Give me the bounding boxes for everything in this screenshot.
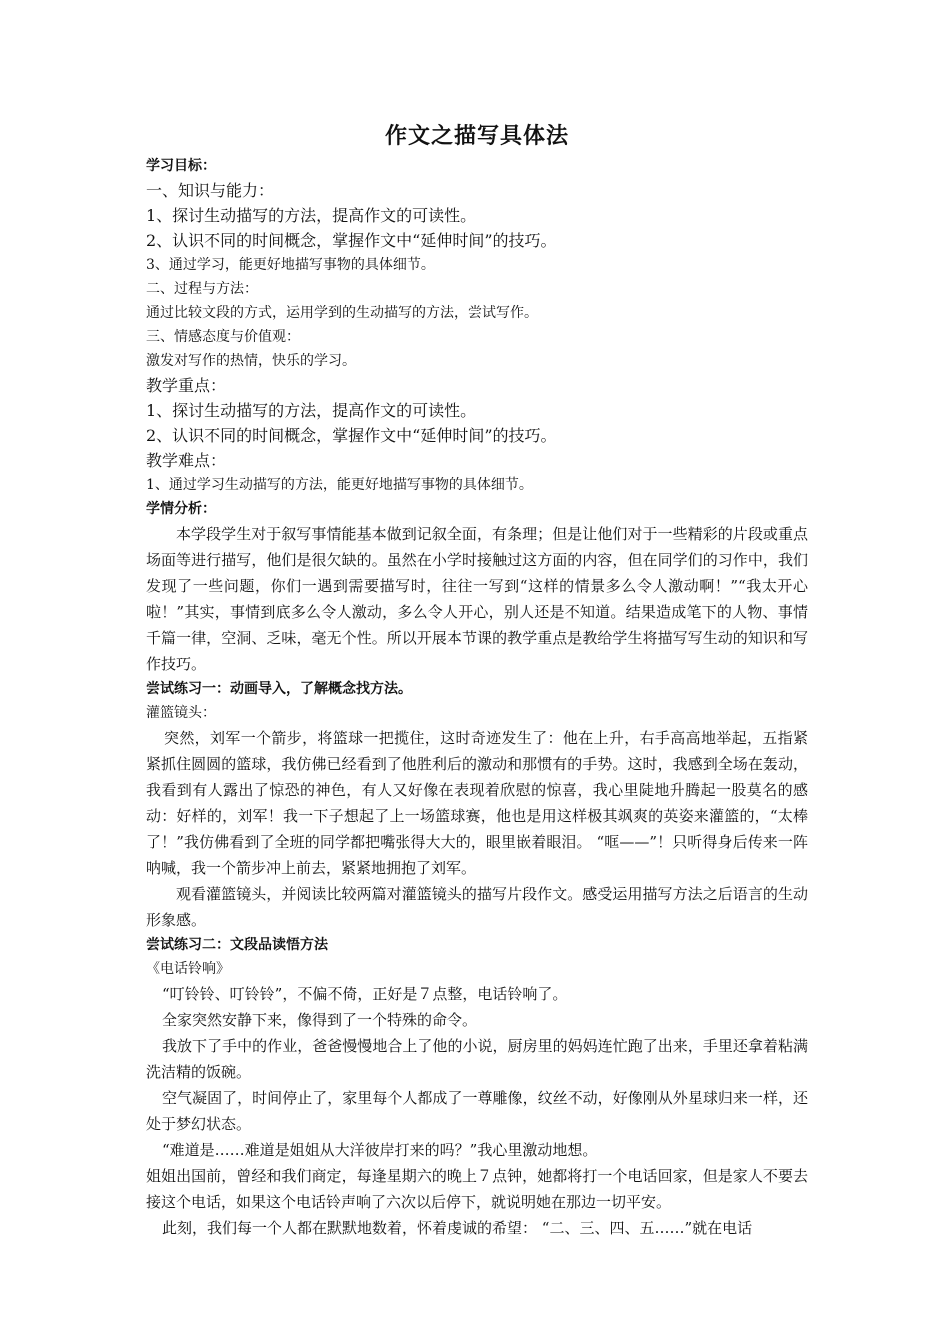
goals-section-3-text: 激发对写作的热情，快乐的学习。 bbox=[146, 353, 356, 369]
exercise1-sub: 灌篮镜头： bbox=[146, 705, 216, 721]
page-title: 作文之描写具体法 bbox=[384, 124, 569, 149]
exercise2-para-3: 我放下了手中的作业，爸爸慢慢地合上了他的小说，厨房里的妈妈连忙跑了出来，手里还拿着粘满洗洁精的饭碗。 bbox=[146, 1037, 808, 1081]
difficulty-1: 1、通过学习生动描写的方法，能更好地描写事物的具体细节。 bbox=[146, 477, 533, 493]
goals-heading: 学习目标： bbox=[146, 158, 216, 174]
goals-section-2-text: 通过比较文段的方式，运用学到的生动描写的方法，尝试写作。 bbox=[146, 305, 538, 321]
analysis-heading: 学情分析： bbox=[146, 501, 216, 517]
goals-section-3: 三、情感态度与价值观： bbox=[146, 329, 300, 345]
goals-item-1: 1、探讨生动描写的方法，提高作文的可读性。 bbox=[146, 206, 477, 225]
exercise2-para-5: “难道是……难道是姐姐从大洋彼岸打来的吗？”我心里激动地想。 bbox=[162, 1141, 598, 1159]
document-page bbox=[146, 122, 808, 1241]
exercise2-para-2: 全家突然安静下来，像得到了一个特殊的命令。 bbox=[162, 1011, 478, 1029]
exercise2-para-7: 此刻，我们每一个人都在默默地数着，怀着虔诚的希望： “二、三、四、五……”就在电话 bbox=[162, 1219, 753, 1237]
difficulties-heading: 教学难点： bbox=[146, 451, 227, 470]
exercise2-para-4: 空气凝固了，时间停止了，家里每个人都成了一尊雕像，纹丝不动，好像刚从外星球归来一样，还处于梦幻状态。 bbox=[146, 1089, 808, 1133]
exercise2-para-1: “叮铃铃、叮铃铃”，不偏不倚，正好是７点整，电话铃响了。 bbox=[162, 985, 568, 1003]
exercise2-sub: 《电话铃响》 bbox=[146, 961, 230, 977]
key-point-2: 2、认识不同的时间概念，掌握作文中“延伸时间”的技巧。 bbox=[146, 426, 557, 445]
goals-item-3: 3、通过学习，能更好地描写事物的具体细节。 bbox=[146, 257, 435, 273]
key-points-heading: 教学重点： bbox=[146, 376, 227, 395]
goals-section-1: 一、知识与能力： bbox=[146, 181, 275, 200]
exercise1-passage: 突然，刘军一个箭步，将篮球一把揽住，这时奇迹发生了：他在上升，右手高高地举起，五指紧紧抓住圆圆的篮球，我仿佛已经看到了他胜利后的激动和那惯有的手势。这时，我感到全场在轰动，我看到有人露出了惊恐的神色，有人又好像在表现着欣慰的惊喜，我心里陡地升腾起一股莫名的感动：好样的，刘军！我一下子想起了上一场篮球赛，他也是用这样极其飒爽的英姿来灌篮的，“太棒了！”我仿佛看到了全班的同学都把嘴张得大大的，眼里嵌着眼泪。 “哐——”！只听得身后传来一阵呐喊，我一个箭步冲上前去，紧紧地拥抱了刘军。 bbox=[146, 729, 808, 877]
goals-item-2: 2、认识不同的时间概念，掌握作文中“延伸时间”的技巧。 bbox=[146, 231, 557, 250]
exercise1-heading: 尝试练习一：动画导入，了解概念找方法。 bbox=[146, 681, 412, 697]
exercise2-para-6: 姐姐出国前，曾经和我们商定，每逢星期六的晚上７点钟，她都将打一个电话回家，但是家人不要去接这个电话，如果这个电话铃声响了六次以后停下，就说明她在那边一切平安。 bbox=[146, 1167, 808, 1211]
goals-section-2: 二、过程与方法： bbox=[146, 281, 258, 297]
key-point-1: 1、探讨生动描写的方法，提高作文的可读性。 bbox=[146, 401, 477, 420]
exercise1-note: 观看灌篮镜头，并阅读比较两篇对灌篮镜头的描写片段作文。感受运用描写方法之后语言的生动形象感。 bbox=[146, 885, 808, 929]
analysis-text: 本学段学生对于叙写事情能基本做到记叙全面，有条理；但是让他们对于一些精彩的片段或重点场面等进行描写，他们是很欠缺的。虽然在小学时接触过这方面的内容，但在同学们的习作中，我们发现了一些问题，你们一遇到需要描写时，往往一写到“这样的情景多么令人激动啊！”“我太开心啦！”其实，事情到底多么令人激动，多么令人开心，别人还是不知道。结果造成笔下的人物、事情千篇一律，空洞、乏味，毫无个性。所以开展本节课的教学重点是教给学生将描写写生动的知识和写作技巧。 bbox=[146, 525, 808, 673]
exercise2-heading: 尝试练习二：文段品读悟方法 bbox=[146, 937, 328, 953]
